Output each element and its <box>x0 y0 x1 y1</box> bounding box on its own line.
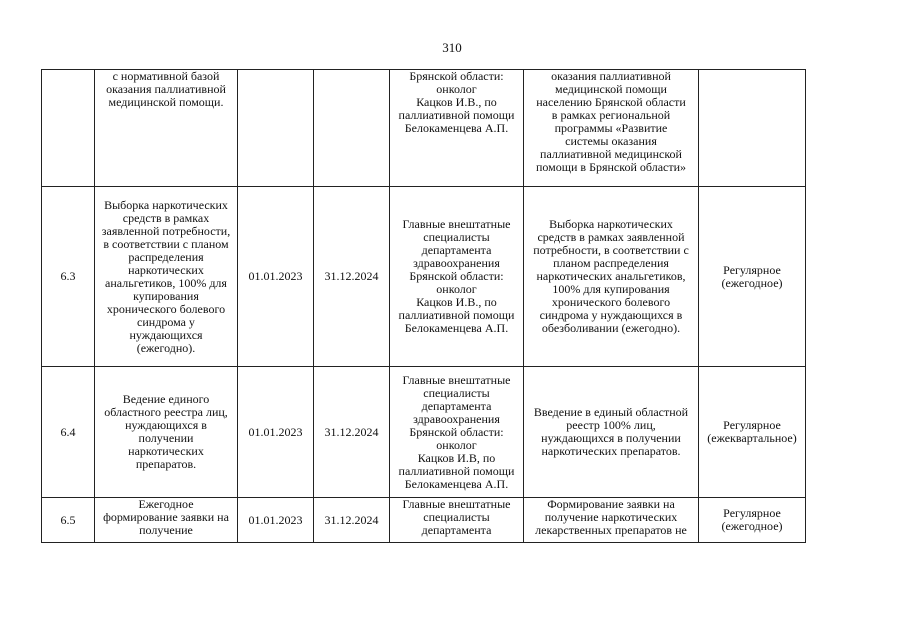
responsible-cell: Главные внештатные специалисты департамента <box>390 498 524 543</box>
frequency-cell: Регулярное (ежегодное) <box>699 498 806 543</box>
end-date-cell: 31.12.2024 <box>314 498 390 543</box>
page-number: 310 <box>442 40 462 55</box>
table-row <box>42 70 806 187</box>
frequency-cell: Регулярное (ежегодное) <box>699 187 806 367</box>
table-row <box>42 187 806 367</box>
row-number-cell: 6.5 <box>42 498 95 543</box>
expected-result-cell: Формирование заявки на получение наркотических лекарственных препаратов не <box>524 498 699 543</box>
expected-result-cell: Выборка наркотических средств в рамках заявленной потребности, в соответствии с планом распределения наркотических анальгетиков, 100% для купирования хронического болевого синдрома у нуждающихся в обезболивании (ежегодно). <box>524 187 699 367</box>
responsible-cell: Брянской области: онколог Кацков И.В., по паллиативной помощи Белокаменцева А.П. <box>390 70 524 187</box>
start-date-cell: 01.01.2023 <box>238 187 314 367</box>
table-row <box>42 498 806 543</box>
activity-name-cell: Ежегодное формирование заявки на получение <box>95 498 238 543</box>
expected-result-cell: Введение в единый областной реестр 100% лиц, нуждающихся в получении наркотических препаратов. <box>524 367 699 498</box>
row-number-cell: 6.4 <box>42 367 95 498</box>
start-date-cell <box>238 70 314 187</box>
responsible-cell: Главные внештатные специалисты департамента здравоохранения Брянской области: онколог Кацков И.В, по паллиативной помощи Белокаменцева А.П. <box>390 367 524 498</box>
start-date-cell: 01.01.2023 <box>238 367 314 498</box>
activities-table <box>41 69 806 543</box>
activity-name-cell: с нормативной базой оказания паллиативной медицинской помощи. <box>95 70 238 187</box>
start-date-cell: 01.01.2023 <box>238 498 314 543</box>
end-date-cell: 31.12.2024 <box>314 367 390 498</box>
end-date-cell: 31.12.2024 <box>314 187 390 367</box>
table-row <box>42 367 806 498</box>
activity-name-cell: Выборка наркотических средств в рамках заявленной потребности, в соответствии с планом распределения наркотических анальгетиков, 100% для купирования хронического болевого синдрома у нуждающихся (ежегодно). <box>95 187 238 367</box>
frequency-cell <box>699 70 806 187</box>
responsible-cell: Главные внештатные специалисты департамента здравоохранения Брянской области: онколог Кацков И.В., по паллиативной помощи Белокаменцева А.П. <box>390 187 524 367</box>
frequency-cell: Регулярное (ежеквартальное) <box>699 367 806 498</box>
end-date-cell <box>314 70 390 187</box>
row-number-cell <box>42 70 95 187</box>
expected-result-cell: оказания паллиативной медицинской помощи населению Брянской области в рамках региональной программы «Развитие системы оказания паллиативной медицинской помощи в Брянской области» <box>524 70 699 187</box>
activity-name-cell: Ведение единого областного реестра лиц, нуждающихся в получении наркотических препаратов. <box>95 367 238 498</box>
row-number-cell: 6.3 <box>42 187 95 367</box>
